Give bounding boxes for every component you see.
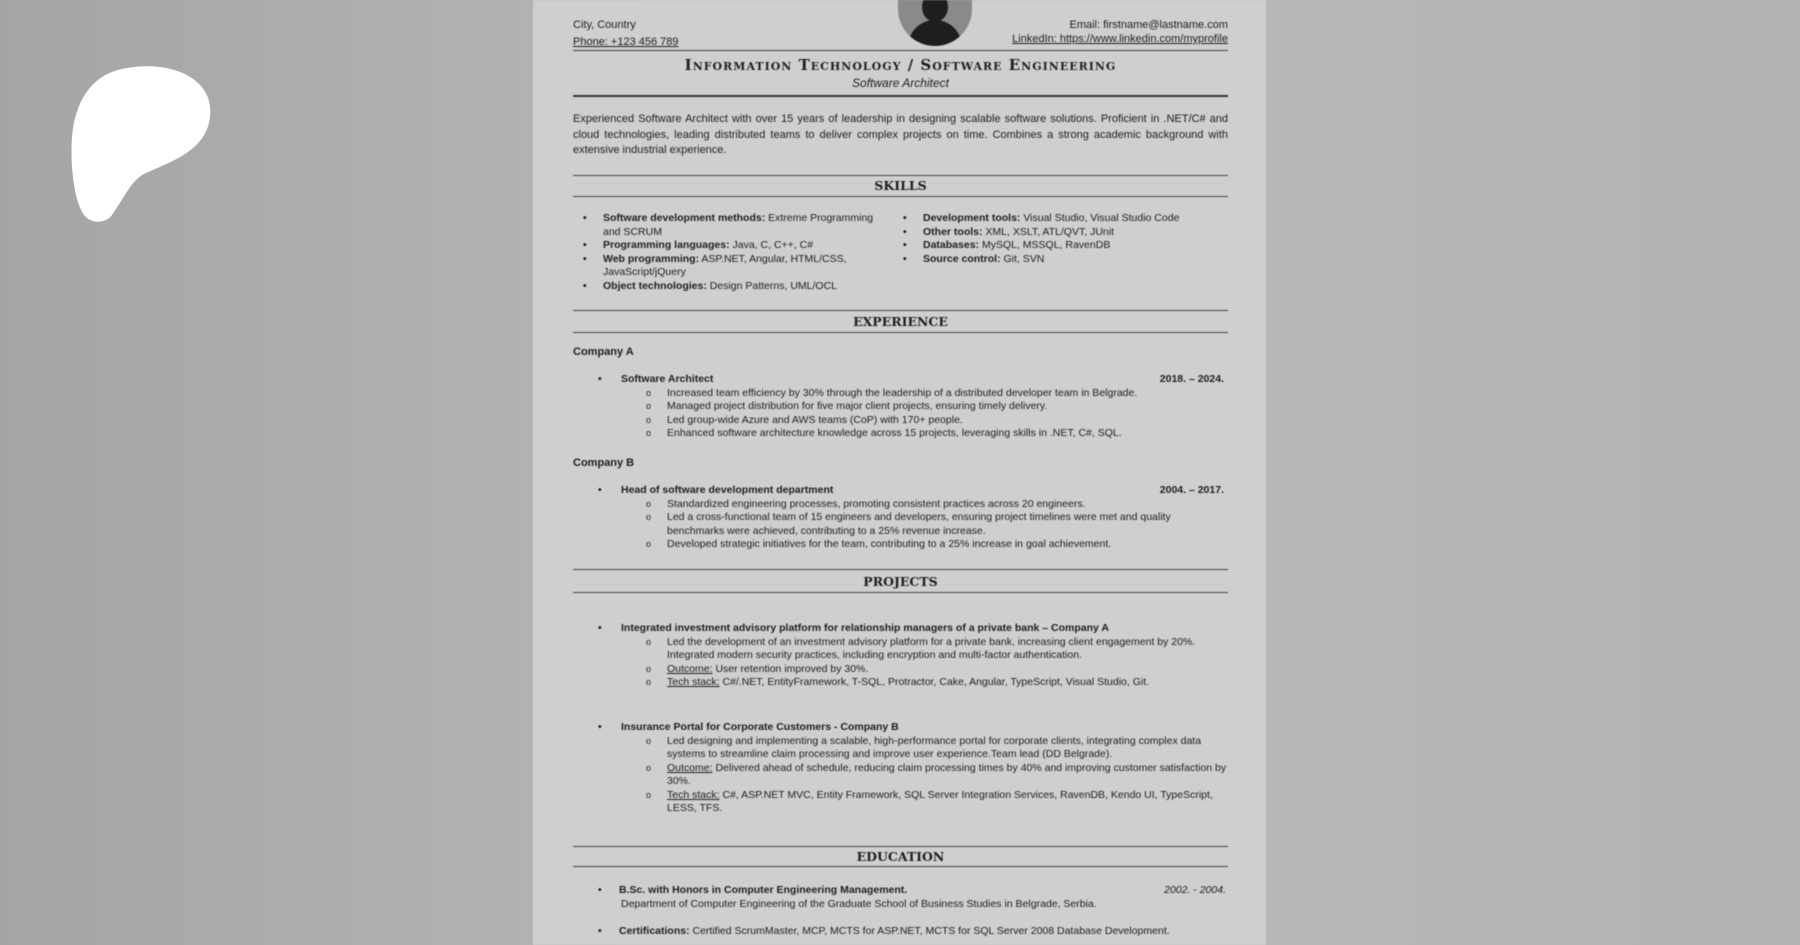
skill-item: • Object technologies: Design Patterns, UML/OCL	[573, 280, 883, 294]
summary-paragraph: Experienced Software Architect with over 15 years of leadership in designing scalable software solutions. Proficient in .NET/C# and cloud technologies, leading distributed teams to deliver complex projects on time. Combines a strong academic background with extensive industrial experience.	[573, 113, 1228, 156]
education-heading: EDUCATION	[856, 849, 945, 864]
project-tech-stack: o Tech stack: C#/.NET, EntityFramework, T-SQL, Protractor, Cake, Angular, TypeScript, Visual Studio, Git.	[573, 676, 1228, 690]
company-name: Company A	[573, 346, 634, 358]
resume-title: Information Technology / Software Engineering	[684, 56, 1117, 74]
skill-item: • Databases: MySQL, MSSQL, RavenDB	[893, 239, 1233, 253]
divider	[573, 310, 1228, 311]
skill-item: • Programming languages: Java, C, C++, C#	[573, 239, 883, 253]
email[interactable]: Email: firstname@lastname.com	[1069, 19, 1228, 31]
education-dates: 2002. - 2004.	[1164, 884, 1226, 896]
experience-entry	[573, 484, 1228, 552]
job-dates: 2018. – 2024.	[1159, 373, 1224, 385]
certifications: • Certifications: Certified ScrumMaster, MCP, MCTS for ASP.NET, MCTS for SQL Server 2008 Database Development.	[573, 925, 1228, 939]
list-item: o Developed strategic initiatives for the team, contributing to a 25% increase in goal achievement.	[573, 538, 1228, 552]
list-item: o Led group-wide Azure and AWS teams (CoP) with 170+ people.	[573, 414, 1228, 428]
school: Department of Computer Engineering of the Graduate School of Business Studies in Belgrade, Serbia.	[621, 897, 1097, 910]
divider	[573, 175, 1228, 176]
job-title: • Head of software development department 2004. – 2017.	[573, 484, 1228, 498]
divider	[573, 866, 1228, 867]
skill-item: • Software development methods: Extreme Programming and SCRUM	[573, 212, 883, 239]
job-dates: 2004. – 2017.	[1159, 484, 1224, 496]
divider	[573, 592, 1228, 593]
phone[interactable]: Phone: +123 456 789	[573, 36, 679, 48]
skills-heading: SKILLS	[874, 178, 927, 193]
job-title: • Software Architect 2018. – 2024.	[573, 373, 1228, 387]
project-description: o Led designing and implementing a scalable, high-performance portal for corporate clients, integrating complex data systems to streamline claim processing and improve user experience.Team lead (DD Belgrade).	[573, 735, 1228, 762]
skill-item: • Source control: Git, SVN	[893, 253, 1233, 267]
list-item: o Increased team efficiency by 30% through the leadership of a distributed developer team in Belgrade.	[573, 387, 1228, 401]
skill-item: • Development tools: Visual Studio, Visual Studio Code	[893, 212, 1233, 226]
projects-heading: PROJECTS	[863, 574, 938, 589]
project-entry	[573, 721, 1228, 816]
project-entry	[573, 622, 1228, 690]
degree: • B.Sc. with Honors in Computer Engineering Management. 2002. - 2004.	[573, 884, 1228, 898]
project-tech-stack: o Tech stack: C#, ASP.NET MVC, Entity Framework, SQL Server Integration Services, RavenDB, Kendo UI, TypeScript, LESS, TFS.	[573, 789, 1228, 816]
divider	[573, 50, 1228, 51]
education-entry	[573, 884, 1228, 939]
divider	[573, 95, 1228, 97]
project-outcome: o Outcome: Delivered ahead of schedule, reducing claim processing times by 40% and improving customer satisfaction by 30%.	[573, 762, 1228, 789]
project-title: • Insurance Portal for Corporate Customers - Company B	[573, 721, 1228, 735]
resume-subtitle: Software Architect	[852, 76, 949, 90]
list-item: o Enhanced software architecture knowledge across 15 projects, leveraging skills in .NET, C#, SQL.	[573, 427, 1228, 441]
list-item: o Led a cross-functional team of 15 engineers and developers, ensuring project timelines were met and quality benchmarks were achieved, contributing to a 25% revenue increase.	[573, 511, 1228, 538]
list-item: o Managed project distribution for five major client projects, ensuring timely delivery.	[573, 400, 1228, 414]
location: City, Country	[573, 19, 636, 31]
profile-photo	[898, 0, 972, 46]
divider	[573, 196, 1228, 197]
skill-item: • Web programming: ASP.NET, Angular, HTML/CSS, JavaScript/jQuery	[573, 253, 883, 280]
skill-item: • Other tools: XML, XSLT, ATL/QVT, JUnit	[893, 226, 1233, 240]
linkedin-link[interactable]: LinkedIn: https://www.linkedin.com/myprofile	[1012, 33, 1228, 45]
divider	[573, 569, 1228, 570]
project-outcome: o Outcome: User retention improved by 30%.	[573, 663, 1228, 677]
divider	[573, 332, 1228, 333]
skills-list-right	[893, 212, 1233, 266]
resume-document	[533, 0, 1266, 945]
project-description: o Led the development of an investment advisory platform for a private bank, increasing client engagement by 20%. Integrated modern security practices, including encryption and multi-factor authentication.	[573, 636, 1228, 663]
list-item: o Standardized engineering processes, promoting consistent practices across 20 engineers.	[573, 498, 1228, 512]
patreon-logo-icon[interactable]	[70, 65, 220, 225]
skills-list-left	[573, 212, 883, 293]
experience-heading: EXPERIENCE	[853, 314, 948, 329]
experience-entry	[573, 373, 1228, 441]
divider	[573, 846, 1228, 847]
project-title: • Integrated investment advisory platform for relationship managers of a private bank – Company A	[573, 622, 1228, 636]
company-name: Company B	[573, 457, 635, 469]
